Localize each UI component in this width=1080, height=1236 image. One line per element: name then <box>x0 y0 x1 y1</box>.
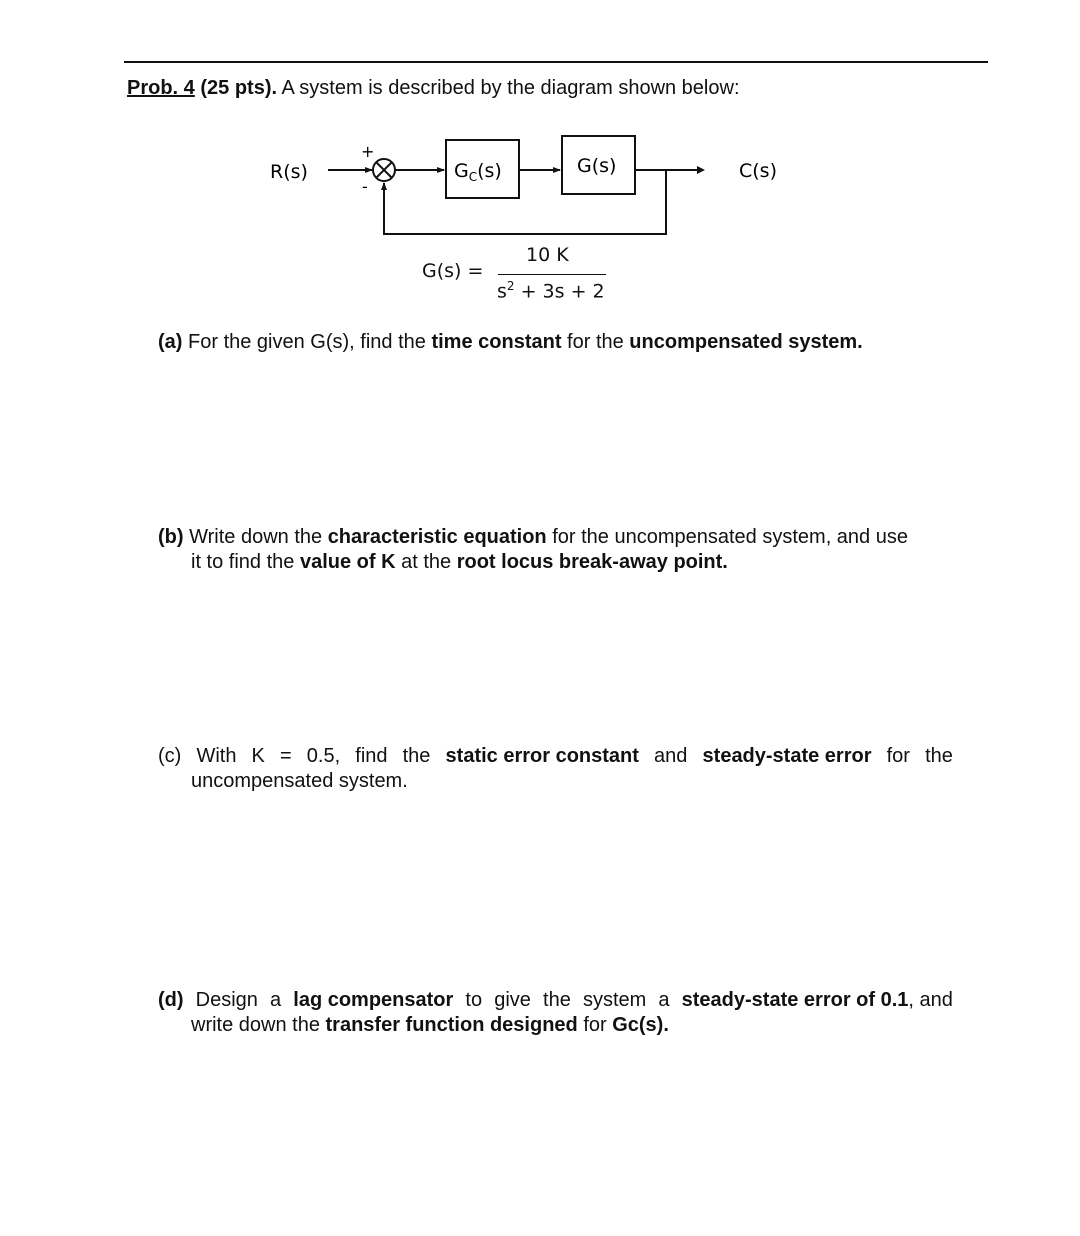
tf-denominator: $s^2 + 3s + 2$ <box>497 279 605 303</box>
input-label: R(s) <box>270 161 308 183</box>
part-c-line2: uncompensated system. <box>191 770 408 792</box>
output-arrow-area <box>635 160 785 190</box>
problem-points: (25 pts). <box>200 77 278 99</box>
output-label: C(s) <box>739 160 777 182</box>
controller-label: $G_C(s)$ <box>454 160 502 184</box>
part-a: (a) For the given G(s), find the time constant for the uncompensated system. <box>158 331 863 353</box>
part-d-line2: write down the transfer function designed for Gc(s). <box>191 1014 669 1036</box>
top-rule <box>124 61 988 63</box>
problem-intro: A system is described by the diagram shown below: <box>277 77 740 99</box>
part-c-line1: (c) With K = 0.5, find the static error constant and steady-state error for the <box>158 745 953 767</box>
problem-number: Prob. 4 <box>127 77 195 99</box>
transfer-function <box>420 240 620 310</box>
tf-numerator: 10 K <box>526 244 569 266</box>
problem-header <box>127 77 740 100</box>
minus-sign: - <box>362 177 368 196</box>
plus-sign: + <box>361 142 375 161</box>
part-d-line1: (d) Design a lag compensator to give the system a steady-state error of 0.1, and <box>158 989 953 1011</box>
block-diagram <box>250 130 690 240</box>
output-arrowhead <box>697 166 705 174</box>
tf-lhs: G(s) = <box>422 260 484 282</box>
part-b: (b) Write down the characteristic equation for the uncompensated system, and use it to find the value of K at the root locus break-away point. <box>158 526 908 573</box>
summing-junction <box>373 159 395 181</box>
fraction-bar <box>498 274 606 275</box>
plant-label: G(s) <box>577 155 617 177</box>
part-c <box>158 744 953 794</box>
part-d <box>158 988 953 1038</box>
